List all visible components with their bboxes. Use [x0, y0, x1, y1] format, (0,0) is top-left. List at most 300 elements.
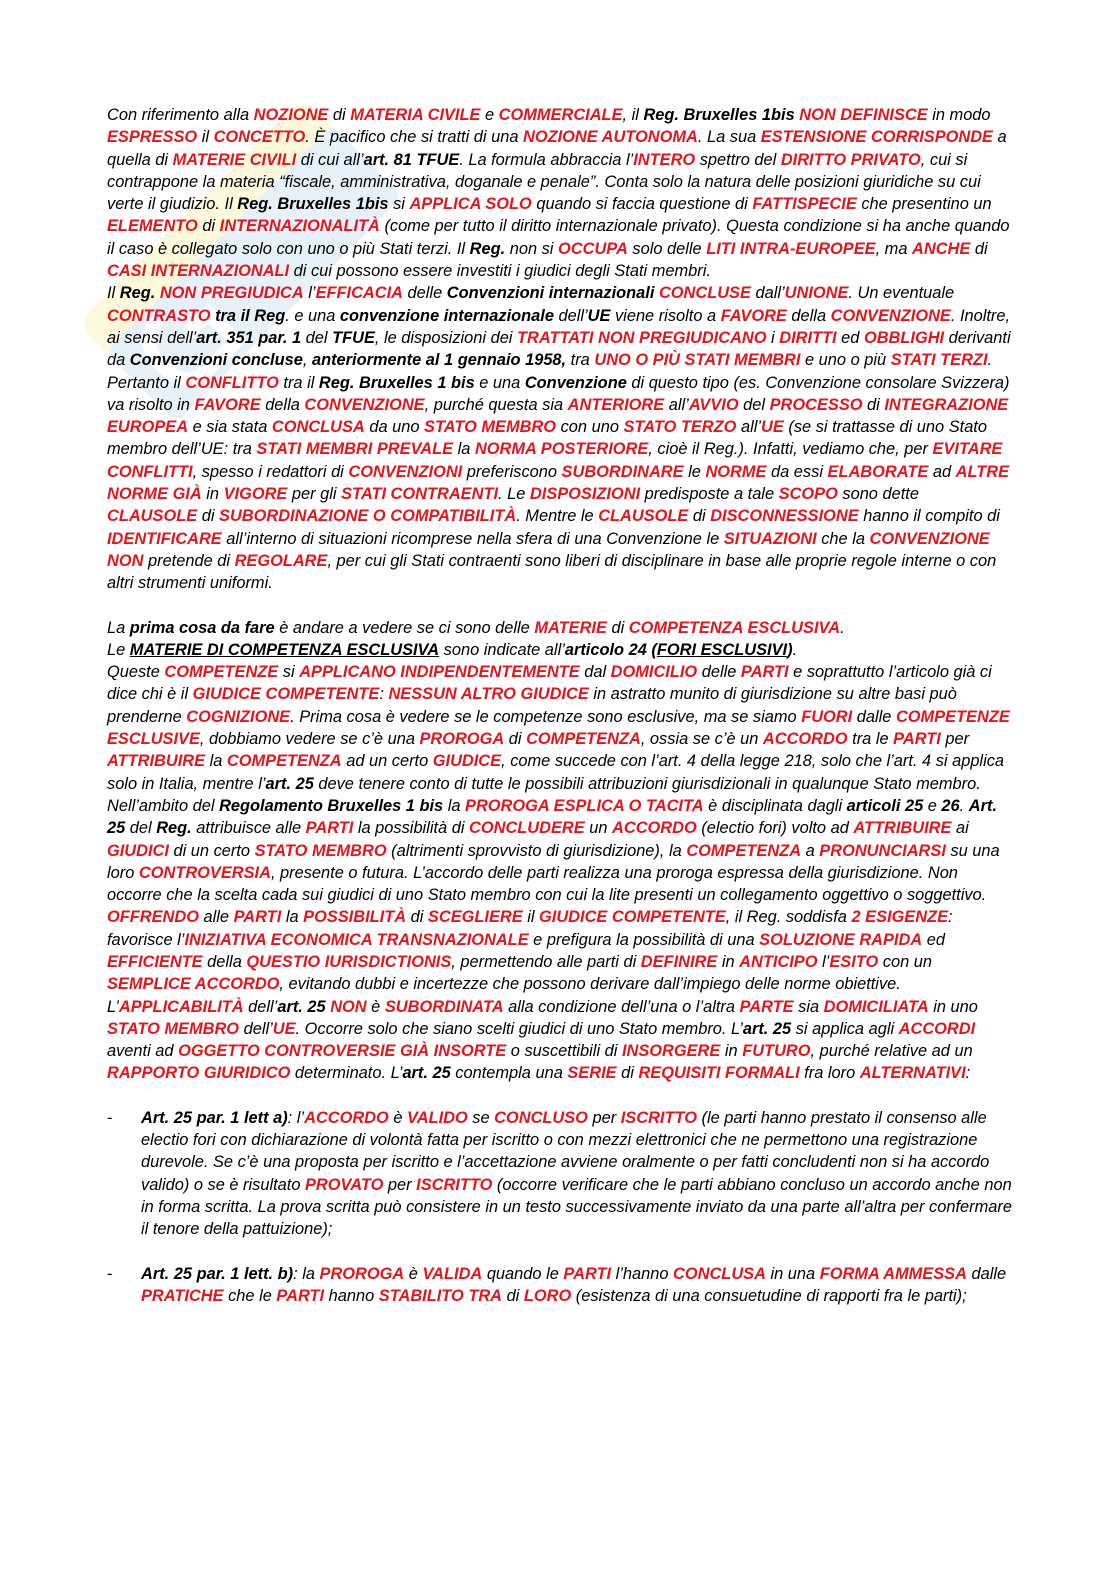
highlighted-term: PARTI: [893, 730, 941, 749]
highlighted-term: PROCESSO: [769, 395, 863, 414]
bold-term: Reg.: [469, 239, 506, 258]
text-run: , il: [622, 106, 644, 124]
highlighted-term: STATO MEMBRO: [424, 418, 557, 437]
text-run: della: [202, 952, 247, 971]
highlighted-term: CONVENZIONI: [348, 462, 463, 481]
bold-term: Art. 25: [107, 796, 997, 838]
bold-term: TFUE: [332, 328, 375, 347]
text-run: ad un certo: [341, 752, 433, 771]
text-run: in uno: [928, 997, 978, 1016]
text-run: la: [281, 908, 304, 927]
text-run: fra loro: [799, 1064, 860, 1083]
bold-term: Reg.: [119, 284, 156, 303]
text-run: , ossia se c’è un: [640, 730, 763, 749]
highlighted-term: CASI INTERNAZIONALI: [107, 262, 290, 281]
text-run: delle: [697, 663, 741, 682]
bold-term: FORI ESCLUSIVI: [656, 640, 788, 659]
text-run: e uno o più: [800, 351, 891, 370]
text-run: . e una: [285, 306, 340, 325]
text-run: ,: [302, 351, 312, 370]
text-run: di: [504, 730, 527, 749]
text-run: si: [388, 195, 410, 214]
text-run: ad: [928, 462, 956, 481]
text-run: la: [453, 440, 475, 459]
highlighted-term: ATTRIBUIRE: [853, 819, 952, 838]
text-run: sia: [793, 997, 824, 1016]
highlighted-term: FAVORE: [194, 395, 261, 414]
paragraph-spacer: [107, 1241, 1012, 1263]
highlighted-term: COMPETENZA: [686, 841, 802, 860]
text-run: sono indicate all’: [439, 640, 565, 659]
highlighted-term: AVVIO: [688, 395, 739, 414]
text-run: , presente o futura. L’accordo delle parti realizza una proroga espressa della giurisdizione. Non occorre che la scelta cada sui giudici di uno Stato membro con cui la lite presenti un collegamento oggettivo o soggettivo.: [107, 863, 987, 905]
text-run: hanno il compito di: [858, 507, 1000, 526]
highlighted-term: UNO O PIÙ STATI MEMBRI: [594, 351, 801, 370]
text-run: spettro del: [695, 150, 781, 169]
text-run: . Occorre solo che siano scelti giudici di uno Stato membro. L’: [295, 1019, 743, 1038]
bold-term: Reg. Bruxelles 1 bis: [318, 373, 475, 392]
bold-term: ): [787, 640, 793, 659]
text-run: l’: [817, 952, 830, 971]
highlighted-term: GIUDICE COMPETENTE: [192, 685, 380, 704]
text-run: (le parti hanno prestato il consenso alle electio fori con dichiarazione di volontà fatta per iscritto o con mezzi elettronici che ne permettono una registrazione durevole. Se c’è una proposta per iscritto e l’accettazione avviene oralmente o per fatti concludenti non si ha accordo valido) o se è risultato: [141, 1108, 990, 1194]
text-run: di cui all’: [296, 150, 364, 169]
text-run: . È pacifico che si tratti di una: [305, 128, 524, 147]
text-run: quando le: [482, 1264, 564, 1283]
highlighted-term: LITI INTRA-EUROPEE: [706, 239, 876, 258]
highlighted-term: SEMPLICE ACCORDO: [107, 975, 280, 994]
text-run: sono dette: [837, 485, 919, 504]
text-run: deve tenere conto di tutte le possibili attribuzioni giurisdizionali in qualunque Stato membro. Nell’ambito del: [107, 774, 981, 815]
text-run: alle: [198, 908, 234, 927]
highlighted-term: ANTICIPO: [739, 952, 818, 971]
highlighted-term: ELEMENTO: [107, 217, 198, 236]
text-run: di: [616, 1064, 639, 1083]
text-run: la: [205, 752, 227, 771]
highlighted-term: DOMICILIO: [610, 663, 698, 682]
text-run: e soprattutto l’articolo già ci dice chi è il: [107, 663, 992, 704]
highlighted-term: SCEGLIERE: [427, 908, 523, 927]
bold-term: Reg.: [156, 819, 192, 838]
text-run: da essi: [766, 462, 828, 481]
bold-term: convenzione internazionale: [339, 306, 554, 325]
text-run: (come per tutto il diritto internazionale privato). Questa condizione si ha anche quando il caso è collegato solo con uno o più Stati terzi. Il: [107, 217, 1010, 258]
highlighted-term: DIRITTI: [779, 328, 837, 347]
text-run: che le: [223, 1286, 277, 1305]
text-run: aventi ad: [107, 1042, 179, 1061]
highlighted-term: TRATTATI NON PREGIUDICANO: [517, 328, 767, 347]
text-run: dell’: [243, 997, 278, 1016]
highlighted-term: INTERNAZIONALITÀ: [219, 217, 380, 236]
text-run: i: [766, 328, 780, 347]
text-run: di: [197, 217, 220, 236]
highlighted-term: ACCORDI: [898, 1019, 976, 1038]
text-run: su una loro: [107, 841, 1000, 882]
text-run: . La sua: [697, 128, 761, 147]
highlighted-term: DEFINIRE: [640, 952, 718, 971]
text-run: di questo tipo (es. Convenzione consolare Svizzera) va risolto in: [107, 373, 1010, 414]
text-run: per: [383, 1175, 417, 1194]
highlighted-term: CONCLUSA: [271, 418, 365, 437]
bold-term: MATERIE DI COMPETENZA ESCLUSIVA: [129, 640, 440, 659]
highlighted-term: NORME: [705, 462, 767, 481]
bold-term: art. 25: [742, 1019, 792, 1038]
text-run: .: [792, 640, 798, 659]
text-run: Queste: [107, 663, 165, 682]
highlighted-term: MATERIE CIVILI: [172, 150, 297, 169]
bold-term: art. 351 par. 1: [196, 328, 302, 347]
bold-term: Art. 25 par. 1 lett. b): [141, 1264, 294, 1283]
text-run: che presentino un: [856, 195, 992, 214]
highlighted-term: CLAUSOLE: [598, 507, 689, 526]
highlighted-term: PROROGA: [419, 730, 505, 749]
highlighted-term: VALIDO: [407, 1108, 468, 1127]
text-run: ai: [951, 819, 969, 838]
text-run: , come succede con l’art. 4 della legge 218, solo che l’art. 4 si applica solo in Italia, mentre l’: [107, 752, 1005, 793]
text-run: predisposte a tale: [640, 485, 779, 504]
highlighted-term: ESPRESSO: [107, 128, 198, 147]
highlighted-term: PARTI: [233, 908, 282, 927]
highlighted-term: INTEGRAZIONE EUROPEA: [107, 395, 1009, 437]
highlighted-term: ALTRE NORME GIÀ: [107, 462, 1010, 504]
text-run: di: [606, 618, 629, 637]
bold-term: Convenzione: [524, 373, 627, 392]
text-run: tra le: [847, 730, 894, 749]
highlighted-term: PARTI: [305, 819, 354, 838]
highlighted-term: QUESTIO IURISDICTIONIS: [246, 952, 452, 971]
highlighted-term: PRONUNCIARSI: [819, 841, 946, 860]
text-run: , cui si contrappone la materia “fiscale, amministrativa, doganale e penale”. Conta solo la natura delle posizioni giuridiche su cui verte il giudizio. Il: [107, 150, 981, 214]
highlighted-term: OFFRENDO: [107, 908, 199, 927]
text-run: , per cui gli Stati contraenti sono liberi di disciplinare in base alle proprie regole interne o con altri strumenti uniformi.: [107, 551, 997, 593]
text-run: dall’: [750, 284, 785, 303]
highlighted-term: COMMERCIALE: [498, 106, 623, 124]
highlighted-term: SUBORDINATA: [384, 997, 504, 1016]
bold-term: anteriormente al 1 gennaio 1958,: [311, 351, 567, 370]
highlighted-term: SUBORDINARE: [561, 462, 684, 481]
highlighted-term: PARTI: [563, 1264, 612, 1283]
highlighted-term: LORO: [523, 1286, 572, 1305]
highlighted-term: COMPETENZA ESCLUSIVA: [628, 618, 841, 637]
text-run: è: [366, 997, 385, 1016]
highlighted-term: POSSIBILITÀ: [303, 908, 407, 927]
highlighted-term: OBBLIGHI: [863, 328, 945, 347]
bold-term: art. 25: [265, 774, 314, 793]
text-run: .: [959, 796, 969, 815]
highlighted-term: ALTERNATIVI: [859, 1064, 966, 1083]
bold-term: Reg. Bruxelles 1bis: [237, 195, 389, 214]
text-run: è: [404, 1264, 423, 1283]
text-run: per: [587, 1108, 621, 1127]
highlighted-term: ISCRITTO: [620, 1108, 697, 1127]
highlighted-term: FORMA AMMESSA: [819, 1264, 967, 1283]
text-run: e sia stata: [188, 418, 272, 437]
highlighted-term: UE: [272, 1019, 296, 1038]
text-run: dell’: [553, 306, 588, 325]
text-run: in: [717, 952, 740, 971]
highlighted-term: OGGETTO CONTROVERSIE GIÀ INSORTE: [178, 1042, 507, 1061]
highlighted-term: COMPETENZE ESCLUSIVE: [107, 707, 1010, 749]
text-run: .: [840, 618, 845, 637]
highlighted-term: UE: [761, 418, 784, 437]
highlighted-term: IDENTIFICARE: [107, 529, 222, 548]
text-run: Il: [107, 284, 120, 303]
highlighted-term: APPLICA SOLO: [409, 195, 532, 214]
text-run: , evitando dubbi e incertezze che possono derivare dall’impiego delle norme obiettive. L’: [107, 975, 901, 1016]
text-run: contempla una: [450, 1064, 568, 1083]
bold-term: Convenzioni internazionali: [446, 284, 655, 303]
text-run: solo delle: [627, 239, 707, 258]
text-run: all’: [664, 395, 689, 414]
highlighted-term: NON DEFINISCE: [799, 106, 928, 124]
text-run: , le disposizioni dei: [374, 328, 518, 347]
text-run: l’hanno: [611, 1264, 674, 1283]
text-run: la possibilità di: [353, 819, 470, 838]
highlighted-term: COMPETENZA: [226, 752, 342, 771]
bullet-dash: -: [107, 1264, 113, 1283]
highlighted-term: STATI TERZI: [890, 351, 988, 370]
highlighted-term: MATERIA CIVILE: [350, 106, 481, 124]
highlighted-term: STATO MEMBRO: [254, 841, 387, 860]
text-run: le: [683, 462, 706, 481]
text-run: , ma: [875, 239, 913, 258]
highlighted-term: PARTE: [739, 997, 794, 1016]
text-run: ed: [836, 328, 864, 347]
highlighted-term: CONVENZIONE: [830, 306, 951, 325]
text-run: (electio fori) volto ad: [696, 819, 854, 838]
highlighted-term: CONCLUSE: [658, 284, 751, 303]
bullet-item: [107, 1263, 1012, 1308]
text-run: il: [522, 908, 540, 927]
highlighted-term: DISPOSIZIONI: [529, 485, 641, 504]
text-run: di: [406, 908, 428, 927]
text-run: Le: [107, 640, 130, 659]
highlighted-term: PRATICHE: [141, 1286, 224, 1305]
text-run: da uno: [364, 418, 425, 437]
text-run: e: [923, 796, 942, 815]
highlighted-term: NOZIONE: [253, 106, 329, 124]
bold-term: articolo 24 (: [564, 640, 657, 659]
text-run: : l’: [287, 1108, 305, 1127]
text-run: . Mentre le: [516, 507, 599, 526]
highlighted-term: ACCORDO: [304, 1108, 389, 1127]
highlighted-term: CONVENZIONE NON: [107, 529, 990, 570]
highlighted-term: EFFICACIA: [315, 284, 403, 303]
text-run: determinato. L’: [290, 1064, 403, 1083]
highlighted-term: ESTENSIONE: [760, 128, 867, 147]
text-run: attribuisce alle: [191, 819, 306, 838]
bold-term: Convenzioni concluse: [129, 351, 303, 370]
paragraph: [107, 617, 1012, 639]
text-run: del: [301, 328, 333, 347]
bold-term: articoli 25: [846, 796, 924, 815]
bold-term: Regolamento Bruxelles 1 bis: [219, 796, 444, 815]
highlighted-term: CONCLUDERE: [469, 819, 585, 838]
text-run: della: [260, 395, 305, 414]
highlighted-term: STATI CONTRAENTI: [341, 485, 499, 504]
text-run: di cui possono essere investiti i giudici degli Stati membri.: [289, 262, 711, 281]
text-run: (altrimenti sprovvisto di giurisdizione), la: [386, 841, 687, 860]
highlighted-term: SOLUZIONE RAPIDA: [759, 930, 923, 949]
paragraph: [107, 282, 1012, 594]
text-run: di: [328, 106, 351, 124]
highlighted-term: CONCLUSO: [494, 1108, 588, 1127]
text-run: hanno: [324, 1286, 379, 1305]
text-run: , cioè il Reg.). Infatti, vediamo che, per: [648, 440, 933, 459]
highlighted-term: ACCORDO: [762, 730, 848, 749]
text-run: per: [940, 730, 970, 749]
text-run: . Pertanto il: [107, 351, 993, 392]
highlighted-term: ANTERIORE: [567, 395, 665, 414]
text-run: di: [862, 395, 885, 414]
highlighted-term: CONCLUSA: [673, 1264, 766, 1283]
bold-term: UE: [587, 306, 611, 325]
highlighted-term: SUBORDINAZIONE O COMPATIBILITÀ: [219, 507, 517, 526]
text-run: o suscettibili di: [506, 1042, 622, 1061]
bold-term: prima cosa da fare: [129, 618, 275, 637]
text-run: è: [388, 1108, 407, 1127]
text-run: all’: [736, 418, 762, 437]
text-run: l’: [303, 284, 316, 303]
highlighted-term: APPLICABILITÀ: [118, 997, 244, 1016]
document-body: [107, 104, 1012, 1307]
text-run: . La formula abbraccia l’: [459, 150, 634, 169]
highlighted-term: REQUISITI FORMALI: [638, 1064, 800, 1083]
text-run: quando si faccia questione di: [531, 195, 753, 214]
highlighted-term: COGNIZIONE: [186, 707, 291, 726]
highlighted-term: CLAUSOLE: [107, 507, 198, 526]
text-run: in una: [765, 1264, 820, 1283]
text-run: (se si trattasse di uno Stato membro dell’UE: tra: [107, 418, 987, 459]
text-run: :: [379, 685, 389, 704]
text-run: derivanti da: [107, 328, 1011, 370]
text-run: : la: [293, 1264, 320, 1283]
text-run: è andare a vedere se ci sono delle: [274, 618, 535, 637]
text-run: a quella di: [107, 128, 1007, 169]
bullet-item: [107, 1107, 1012, 1241]
highlighted-term: FATTISPECIE: [752, 195, 857, 214]
highlighted-term: DISCONNESSIONE: [710, 507, 859, 526]
text-run: e: [480, 106, 499, 124]
text-run: . Prima cosa è vedere se le competenze sono esclusive, ma se siamo: [290, 707, 802, 726]
text-run: la: [443, 796, 466, 815]
bold-term: Reg. Bruxelles 1bis: [643, 106, 795, 124]
highlighted-term: SCOPO: [778, 485, 838, 504]
text-run: in astratto munito di giurisdizione su altre basi può prenderne: [107, 685, 957, 726]
text-run: si: [278, 663, 300, 682]
highlighted-term: NOZIONE AUTONOMA: [523, 128, 698, 147]
highlighted-term: CONVENZIONE: [304, 395, 425, 414]
highlighted-term: CONTROVERSIA: [138, 863, 271, 882]
highlighted-term: FUTURO: [742, 1042, 811, 1061]
paragraph: [107, 104, 1012, 282]
text-run: si applica agli: [791, 1019, 899, 1038]
text-run: con uno: [556, 418, 624, 437]
text-run: viene risolto a: [610, 306, 721, 325]
text-run: che la: [816, 529, 870, 548]
highlighted-term: OCCUPA: [558, 239, 628, 258]
text-run: di un certo: [168, 841, 255, 860]
text-run: a: [801, 841, 820, 860]
highlighted-term: NESSUN ALTRO GIUDICE: [388, 685, 589, 704]
text-run: (occorre verificare che le parti abbiano concluso un accordo anche non in forma scritta. La prova scritta può consistere in un testo successivamente inviato da una parte all’altra per confermare il tenore della pattuizione);: [141, 1175, 1012, 1239]
text-run: preferiscono: [462, 462, 562, 481]
highlighted-term: FUORI: [801, 707, 853, 726]
highlighted-term: ISCRITTO: [416, 1175, 493, 1194]
highlighted-term: 2 ESIGENZE: [851, 908, 949, 927]
highlighted-term: UNIONE: [784, 284, 849, 303]
bold-term: tra il Reg: [215, 306, 286, 325]
text-run: , permettendo alle parti di: [451, 952, 641, 971]
highlighted-term: SERIE: [567, 1064, 617, 1083]
paragraph: [107, 639, 1012, 661]
highlighted-term: RAPPORTO GIURIDICO: [107, 1064, 291, 1083]
highlighted-term: GIUDICE: [432, 752, 502, 771]
highlighted-term: ESITO: [829, 952, 879, 971]
text-run: all’interno di situazioni ricomprese nella sfera di una Convenzione le: [221, 529, 724, 548]
text-run: in: [720, 1042, 743, 1061]
text-run: un: [584, 819, 613, 838]
highlighted-term: EFFICIENTE: [107, 952, 203, 971]
highlighted-term: PROROGA: [319, 1264, 405, 1283]
highlighted-term: PROROGA ESPLICA O TACITA: [465, 796, 704, 815]
text-run: , il Reg. soddisfa: [725, 908, 852, 927]
text-run: del: [738, 395, 770, 414]
highlighted-term: ATTRIBUIRE: [107, 752, 206, 771]
highlighted-term: PARTI: [276, 1286, 325, 1305]
text-run: , purché questa sia: [424, 395, 568, 414]
highlighted-term: INSORGERE: [621, 1042, 721, 1061]
text-run: alla condizione dell’una o l’altra: [503, 997, 740, 1016]
text-run: è disciplinata dagli: [703, 796, 847, 815]
text-run: , spesso i redattori di: [192, 462, 349, 481]
text-run: pretende di: [143, 551, 235, 570]
highlighted-term: ELABORATE: [827, 462, 929, 481]
text-run: dell’: [239, 1019, 273, 1038]
highlighted-term: COMPETENZE: [164, 663, 279, 682]
paragraph: [107, 661, 1012, 1085]
highlighted-term: COMPETENZA: [526, 730, 641, 749]
highlighted-term: GIUDICE COMPETENTE: [539, 908, 726, 927]
text-run: non si: [505, 239, 559, 258]
highlighted-term: DIRITTO PRIVATO: [780, 150, 921, 169]
bold-term: art. 25: [277, 997, 326, 1016]
highlighted-term: MATERIE: [534, 618, 607, 637]
highlighted-term: CONFLITTO: [185, 373, 279, 392]
text-run: della: [786, 306, 831, 325]
highlighted-term: STATI MEMBRI PREVALE: [256, 440, 454, 459]
highlighted-term: VIGORE: [223, 485, 288, 504]
highlighted-term: SITUAZIONI: [723, 529, 817, 548]
paragraph-spacer: [107, 595, 1012, 617]
highlighted-term: REGOLARE: [234, 551, 328, 570]
highlighted-term: NON: [330, 997, 367, 1016]
text-run: : favorisce l’: [107, 908, 953, 949]
text-run: il: [197, 128, 214, 147]
highlighted-term: NORMA POSTERIORE: [474, 440, 649, 459]
bold-term: art. 81 TFUE: [363, 150, 460, 169]
text-run: , dobbiamo vedere se c’è una: [199, 730, 420, 749]
text-run: . Un eventuale: [848, 284, 955, 303]
text-run: . Le: [498, 485, 530, 504]
text-run: tra: [566, 351, 595, 370]
text-run: con un: [878, 952, 932, 971]
highlighted-term: STABILITO TRA: [378, 1286, 503, 1305]
text-run: in: [201, 485, 224, 504]
bold-term: art. 25: [402, 1064, 451, 1083]
text-run: e una: [474, 373, 525, 392]
text-run: delle: [403, 284, 447, 303]
